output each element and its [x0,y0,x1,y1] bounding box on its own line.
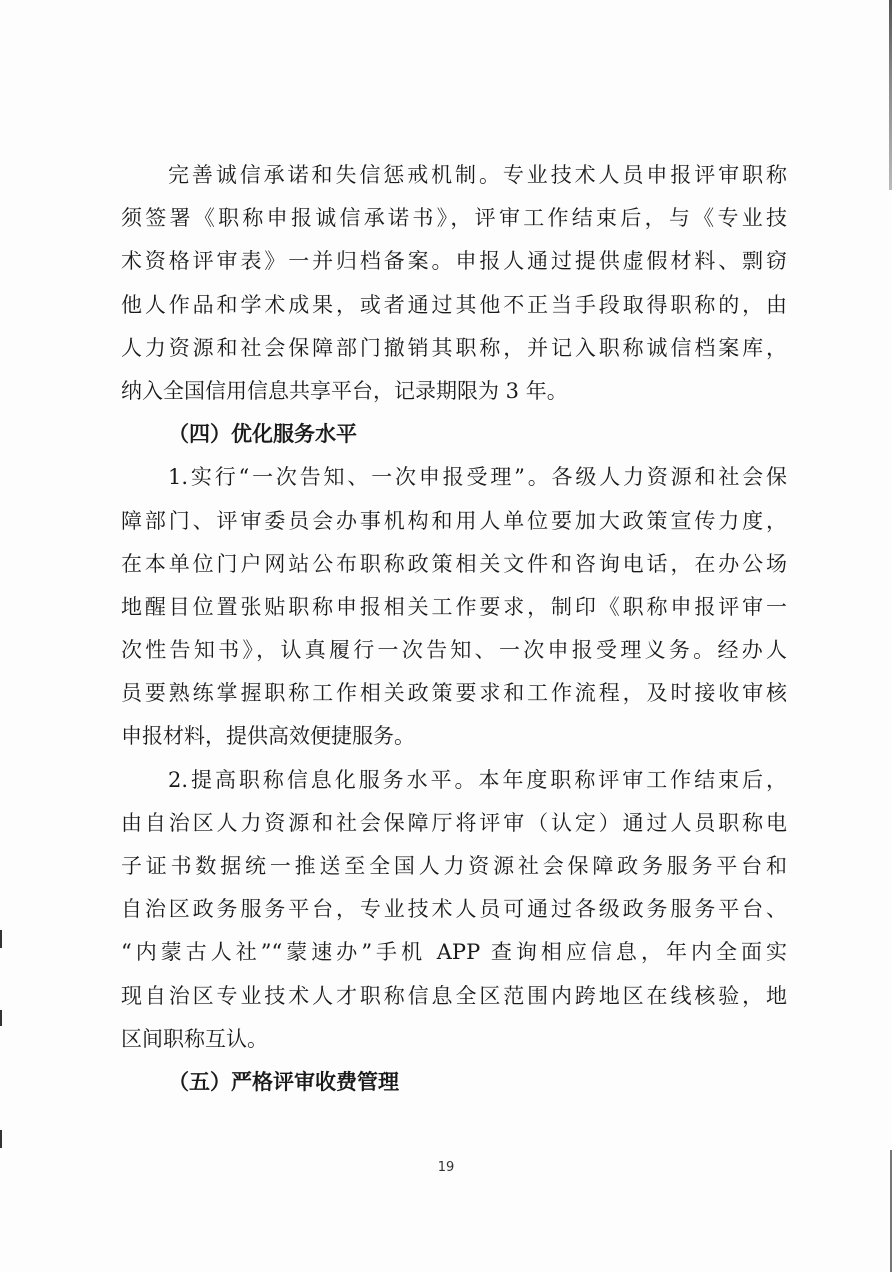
text-line: 子证书数据统一推送至全国人力资源社会保障政务服务平台和 [121,854,787,878]
paragraph-one-time-notice [121,456,787,758]
document-body [121,154,787,1104]
section-heading-4: （四）优化服务水平 [168,422,357,447]
scan-mark [0,1130,2,1148]
text-line: 纳入全国信用信息共享平台，记录期限为 3 年。 [121,378,568,403]
text-line: 1.实行“一次告知、一次申报受理”。各级人力资源和社会保 [168,465,787,490]
text-line: 他人作品和学术成果，或者通过其他不正当手段取得职称的，由 [121,292,787,317]
text-line: 由自治区人力资源和社会保障厅将评审（认定）通过人员职称电 [121,810,787,835]
text-line: 须签署《职称申报诚信承诺书》，评审工作结束后，与《专业技 [121,206,787,231]
text-line: 区间职称互认。 [121,1026,268,1051]
text-line: “内蒙古人社”“蒙速办”手机 APP 查询相应信息，年内全面实 [121,940,787,965]
page-number: 19 [437,1160,455,1175]
scan-mark [0,1010,2,1026]
text-line: 次性告知书》，认真履行一次告知、一次申报受理义务。经办人 [121,638,787,663]
text-line: 员要熟练掌握职称工作相关政策要求和工作流程，及时接收审核 [121,681,787,706]
text-line: 术资格评审表》一并归档备案。申报人通过提供虚假材料、剽窃 [121,249,787,274]
text-line: 完善诚信承诺和失信惩戒机制。专业技术人员申报评审职称 [168,163,787,187]
section-heading-5: （五）严格评审收费管理 [168,1069,399,1094]
text-line: 在本单位门户网站公布职称政策相关文件和咨询电话，在办公场 [121,551,787,576]
text-line: 现自治区专业技术人才职称信息全区范围内跨地区在线核验，地 [121,983,787,1008]
paragraph-integrity [121,154,787,413]
text-line: 申报材料，提供高效便捷服务。 [121,724,415,749]
text-line: 人力资源和社会保障部门撤销其职称，并记入职称诚信档案库， [121,335,787,360]
paragraph-informatization [121,759,787,1061]
text-line: 障部门、评审委员会办事机构和用人单位要加大政策宣传力度， [121,508,787,533]
scan-mark [0,930,2,948]
text-line: 自治区政务服务平台，专业技术人员可通过各级政务服务平台、 [121,897,787,922]
text-line: 2.提高职称信息化服务水平。本年度职称评审工作结束后， [168,767,787,792]
text-line: 地醒目位置张贴职称申报相关工作要求，制印《职称申报评审一 [121,594,787,619]
